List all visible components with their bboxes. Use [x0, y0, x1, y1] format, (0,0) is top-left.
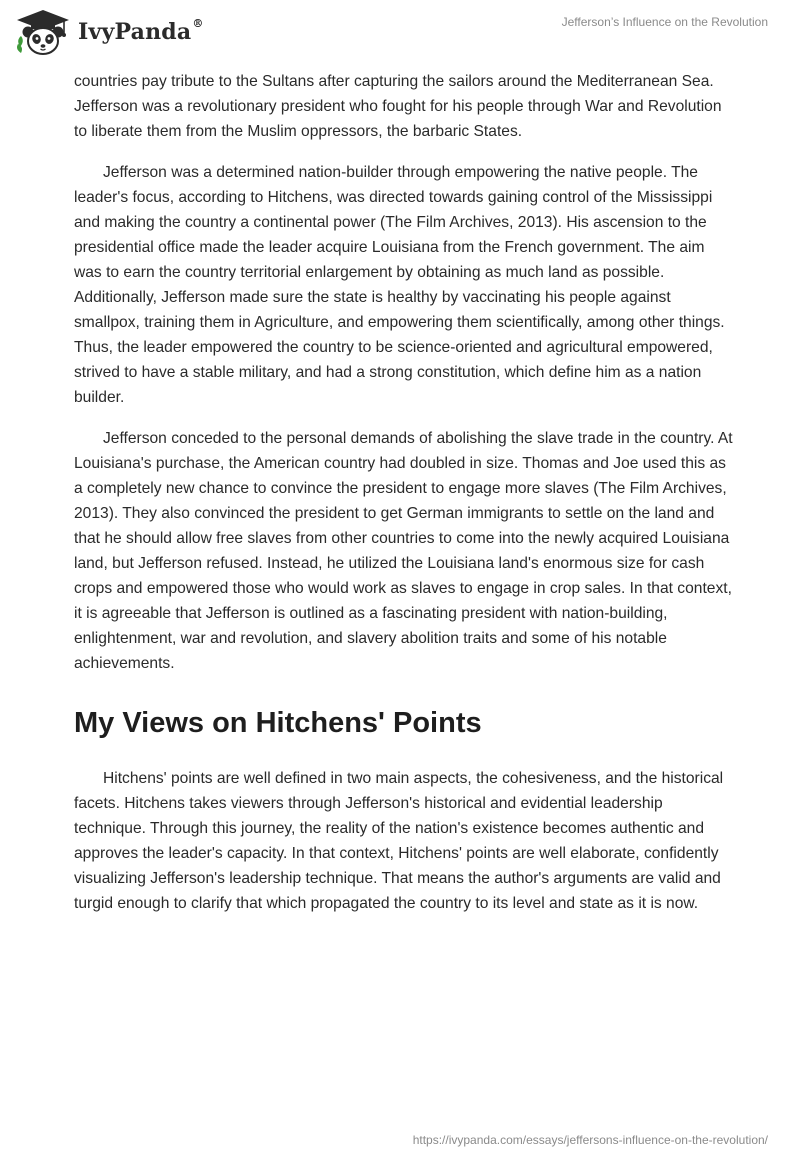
source-url: https://ivypanda.com/essays/jeffersons-influence-on-the-revolution/: [412, 1133, 768, 1147]
ivypanda-logo-link[interactable]: [14, 6, 204, 58]
paragraph: countries pay tribute to the Sultans after capturing the sailors around the Mediterranean Sea. Jefferson was a revolutionary president who fought for his people through War and Revolution to liberate them from the Muslim oppressors, the barbaric States.: [74, 73, 722, 140]
registered-mark: ®: [192, 17, 204, 30]
panda-graduation-cap-icon: [14, 7, 72, 57]
paragraph: Jefferson conceded to the personal demands of abolishing the slave trade in the country. At Louisiana's purchase, the American country had doubled in size. Thomas and Joe used this as a completely new chance to convince the president to engage more slaves (The Film Archives, 2013). They also convinced the president to get German immigrants to settle on the land and that he should allow free slaves from other countries to come into the newly acquired Louisiana land, but Jefferson refused. Instead, he utilized the Louisiana land's enormous size for cash crops and empowered those who would work as slaves to engage in crop sales. In that context, it is agreeable that Jefferson is outlined as a fascinating president with nation-building, enlightenment, war and revolution, and slavery abolition traits and some of his notable achievements.: [74, 430, 733, 672]
section-heading: My Views on Hitchens' Points: [74, 707, 482, 739]
page-header: [0, 0, 800, 64]
paragraph: Jefferson was a determined nation-builder through empowering the native people. The leader's focus, according to Hitchens, was directed towards gaining control of the Mississippi and making the country a continental power (The Film Archives, 2013). His ascension to the presidential office made the leader acquire Louisiana from the French government. The aim was to earn the country territorial enlargement by obtaining as much land as possible. Additionally, Jefferson made sure the state is healthy by vaccinating his people against smallpox, training them in Agriculture, and empowering them scientifically, among other things. Thus, the leader empowered the country to be science-oriented and agricultural empowered, strived to have a stable military, and had a strong constitution, which define him as a nation builder.: [74, 164, 725, 406]
paragraph: Hitchens' points are well defined in two main aspects, the cohesiveness, and the historical facets. Hitchens takes viewers through Jefferson's historical and evidential leadership technique. Through this journey, the reality of the nation's existence becomes authentic and approves the leader's capacity. In that context, Hitchens' points are well elaborate, confidently visualizing Jefferson's leadership technique. That means the author's arguments are valid and turgid enough to clarify that which propagated the country to its level and state as it is now.: [74, 770, 724, 912]
brand-name: [78, 19, 204, 45]
running-title: Jefferson’s Influence on the Revolution: [561, 15, 768, 29]
brand-name-text: IvyPanda: [78, 19, 192, 45]
article-body: [74, 69, 734, 932]
